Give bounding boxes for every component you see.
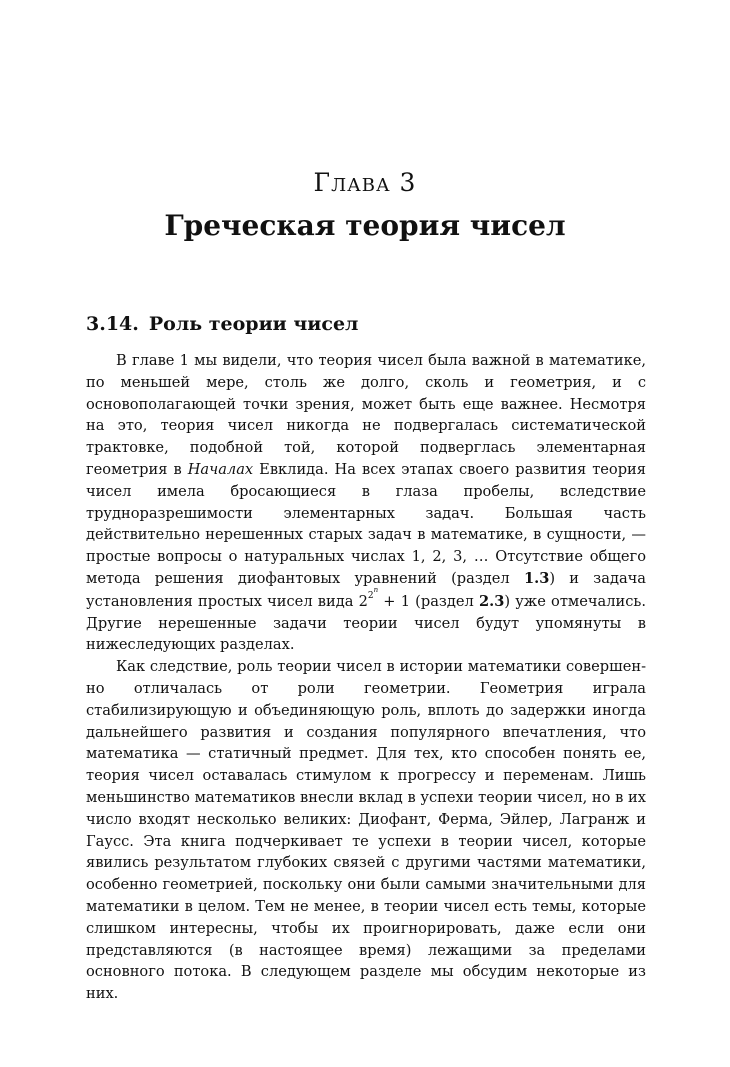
section-ref-1: 1.3 — [523, 569, 550, 587]
body-text — [86, 350, 646, 1005]
formula-exponent-exponent: n — [373, 585, 379, 594]
section-ref-2: 2.3 — [478, 592, 505, 610]
section-heading — [86, 313, 358, 335]
formula-base: 2 — [358, 592, 368, 610]
paragraph-1-part3: ) и задача установления простых чисел вида — [86, 569, 646, 610]
paragraph-1-part4: (раздел — [410, 592, 479, 610]
chapter-label: Глава 3 — [313, 168, 417, 197]
paragraph-1 — [86, 350, 646, 656]
paragraph-1-part1: В главе 1 мы видели, что теория чисел была важной в математике, по меньшей мере, столь же долго, сколь и геометрия, и с основополагающей точки зрения, может быть еще важнее. Несмотря на это, теория чисел никогда не подвергалась систематической трактовке, подобной той, которой подверглась элементарная геометрия в — [86, 352, 646, 478]
section-title: Роль теории чисел — [148, 313, 359, 335]
section-number: 3.14. — [86, 313, 139, 335]
formula-exponent — [367, 585, 379, 601]
formula-exponent-base: 2 — [367, 590, 374, 601]
paragraph-1-part5: ) уже отмечались. Другие нерешенные задачи теории чисел будут упомянуты в нижеследующих разделах. — [86, 592, 646, 654]
paragraph-1-part2: Евклида. На всех этапах своего развития теория чисел имела бросающиеся в глаза пробелы, вследствие трудноразрешимости элементарных задач. Большая часть действительно нерешенных старых задач в математике, в сущности, — простые вопросы о натуральных числах 1, 2, 3, … Отсутствие общего метода решения диофантовых уравнений (раздел — [86, 460, 646, 587]
fermat-formula — [358, 585, 410, 610]
chapter-title: Греческая теория чисел — [164, 209, 566, 242]
formula-tail: + 1 — [378, 592, 410, 610]
italic-term: Началах — [187, 460, 254, 478]
paragraph-2: Как следствие, роль теории чисел в истории математики совершенно отличалась от роли геометрии. Геометрия играла стабилизирующую и объединяющую роль, вплоть до задержки иногда дальнейшего развития и создания популярного впечатления, что математика — статичный предмет. Для тех, кто способен понять ее, теория чисел оставалась стимулом к прогрессу и переменам. Лишь меньшинство математиков внесли вклад в успехи теории чисел, но в их число входят несколько великих: Диофант, Ферма, Эйлер, Лагранж и Гаусс. Эта книга подчеркивает те успехи в теории чисел, которые явились результатом глубоких связей с другими частями математики, особенно геометрией, поскольку они были самыми значительными для математики в целом. Тем не менее, в теории чисел есть темы, которые слишком интересны, чтобы их проигнорировать, даже если они представляются (в настоящее время) лежащими за пределами основного потока. В следующем разделе мы обсудим некоторые из них. — [86, 658, 646, 1003]
